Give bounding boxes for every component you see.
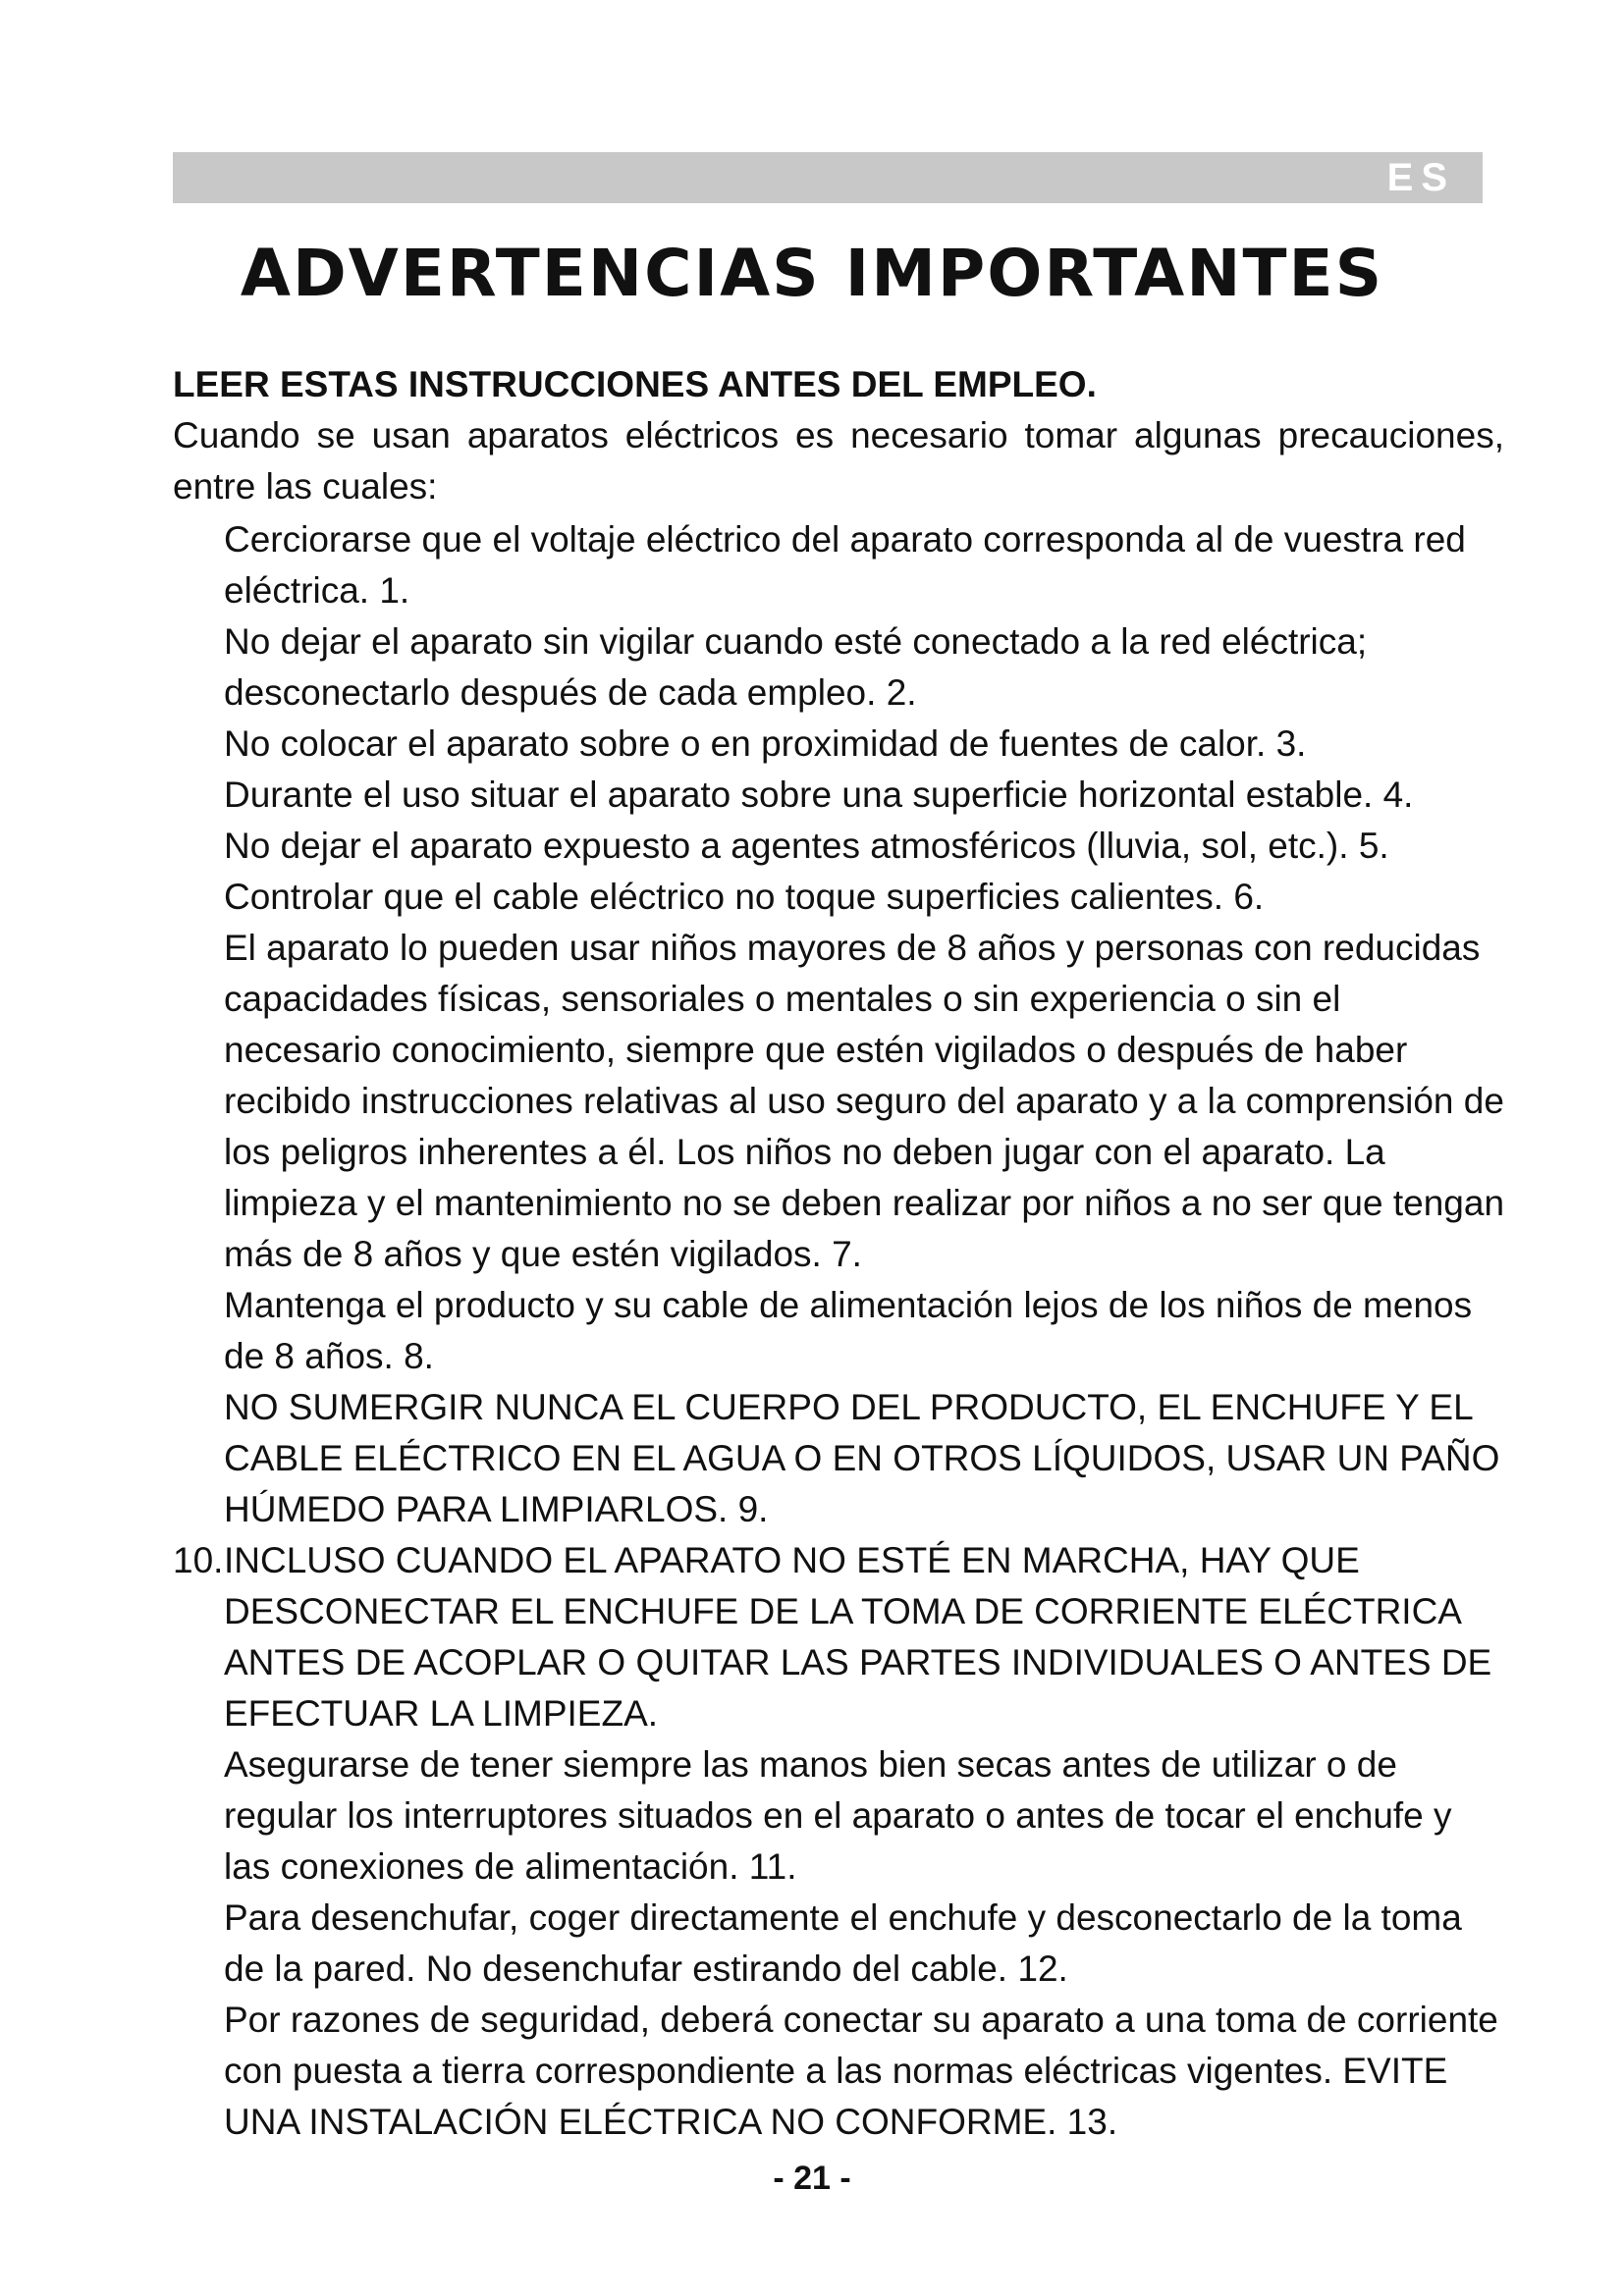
list-item <box>173 770 1508 821</box>
subheading: LEER ESTAS INSTRUCCIONES ANTES DEL EMPLEO. <box>173 364 1097 404</box>
item-number: 9. <box>737 1489 769 1529</box>
item-number: 7. <box>832 1234 862 1274</box>
list-item <box>173 923 1508 1280</box>
item-text: No dejar el aparato expuesto a agentes atmosféricos (lluvia, sol, etc.). <box>224 826 1349 866</box>
item-number: 10. <box>173 1540 224 1580</box>
list-item <box>173 821 1508 872</box>
item-text: NO SUMERGIR NUNCA EL CUERPO DEL PRODUCTO, EL ENCHUFE Y EL CABLE ELÉCTRICO EN EL AGUA O EN OTROS LÍQUIDOS, USAR UN PAÑO HÚMEDO PARA LIMPIARLOS. <box>224 1387 1500 1529</box>
item-text: Para desenchufar, coger directamente el enchufe y desconectarlo de la toma de la pared. No desenchufar estirando del cable. <box>224 1897 1462 1989</box>
item-number: 2. <box>886 672 917 713</box>
list-item <box>173 616 1508 719</box>
item-text: Controlar que el cable eléctrico no toque superficies calientes. <box>224 877 1224 917</box>
item-text: INCLUSO CUANDO EL APARATO NO ESTÉ EN MARCHA, HAY QUE DESCONECTAR EL ENCHUFE DE LA TOMA DE CORRIENTE ELÉCTRICA ANTES DE ACOPLAR O QUITAR LAS PARTES INDIVIDUALES O ANTES DE EFECTUAR LA LIMPIEZA. <box>224 1540 1492 1734</box>
item-number: 6. <box>1233 877 1265 917</box>
list-item <box>173 1280 1508 1382</box>
item-number: 11. <box>748 1846 797 1887</box>
list-item <box>173 1739 1508 1893</box>
list-item <box>173 1382 1508 1535</box>
item-number: 3. <box>1275 723 1307 764</box>
item-number: 4. <box>1382 774 1414 815</box>
page-number: - 21 - <box>773 2160 851 2197</box>
item-number: 8. <box>404 1336 434 1376</box>
item-number: 13. <box>1066 2102 1118 2142</box>
item-number: 12. <box>1017 1949 1068 1989</box>
list-item <box>173 872 1508 923</box>
intro-paragraph: Cuando se usan aparatos eléctricos es necesario tomar algunas precauciones, entre las cuales: <box>173 415 1504 507</box>
warnings-content <box>173 359 1508 2148</box>
item-text: Cerciorarse que el voltaje eléctrico del aparato corresponda al de vuestra red eléctrica. <box>224 519 1466 611</box>
list-item <box>173 1995 1508 2148</box>
item-text: No colocar el aparato sobre o en proximidad de fuentes de calor. <box>224 723 1267 764</box>
list-item <box>173 719 1508 770</box>
item-number: 5. <box>1358 826 1389 866</box>
item-text: Por razones de seguridad, deberá conectar su aparato a una toma de corriente con puesta a tierra correspondiente a las normas eléctricas vigentes. EVITE UNA INSTALACIÓN ELÉCTRICA NO CONFORME. <box>224 2000 1498 2142</box>
item-text: Durante el uso situar el aparato sobre una superficie horizontal estable. <box>224 774 1374 815</box>
language-code: ES <box>1386 156 1455 199</box>
list-item <box>173 1535 1508 1739</box>
item-text: No dejar el aparato sin vigilar cuando esté conectado a la red eléctrica; desconectarlo después de cada empleo. <box>224 621 1368 713</box>
warnings-list <box>173 514 1508 2148</box>
page-title: ADVERTENCIAS IMPORTANTES <box>240 236 1384 311</box>
list-item <box>173 1893 1508 1995</box>
item-text: Asegurarse de tener siempre las manos bien secas antes de utilizar o de regular los interruptores situados en el aparato o antes de tocar el enchufe y las conexiones de alimentación. <box>224 1744 1452 1887</box>
item-text: El aparato lo pueden usar niños mayores de 8 años y personas con reducidas capacidades físicas, sensoriales o mentales o sin experiencia o sin el necesario conocimiento, siempre que estén vigilados o después de haber recibido instrucciones relativas al uso seguro del aparato y a la comprensión de los peligros inherentes a él. Los niños no deben jugar con el aparato. La limpieza y el mantenimiento no se deben realizar por niños a no ser que tengan más de 8 años y que estén vigilados. <box>224 928 1505 1274</box>
language-header-bar <box>173 152 1483 203</box>
item-number: 1. <box>379 570 410 611</box>
list-item <box>173 514 1508 616</box>
item-text: Mantenga el producto y su cable de alimentación lejos de los niños de menos de 8 años. <box>224 1285 1473 1376</box>
